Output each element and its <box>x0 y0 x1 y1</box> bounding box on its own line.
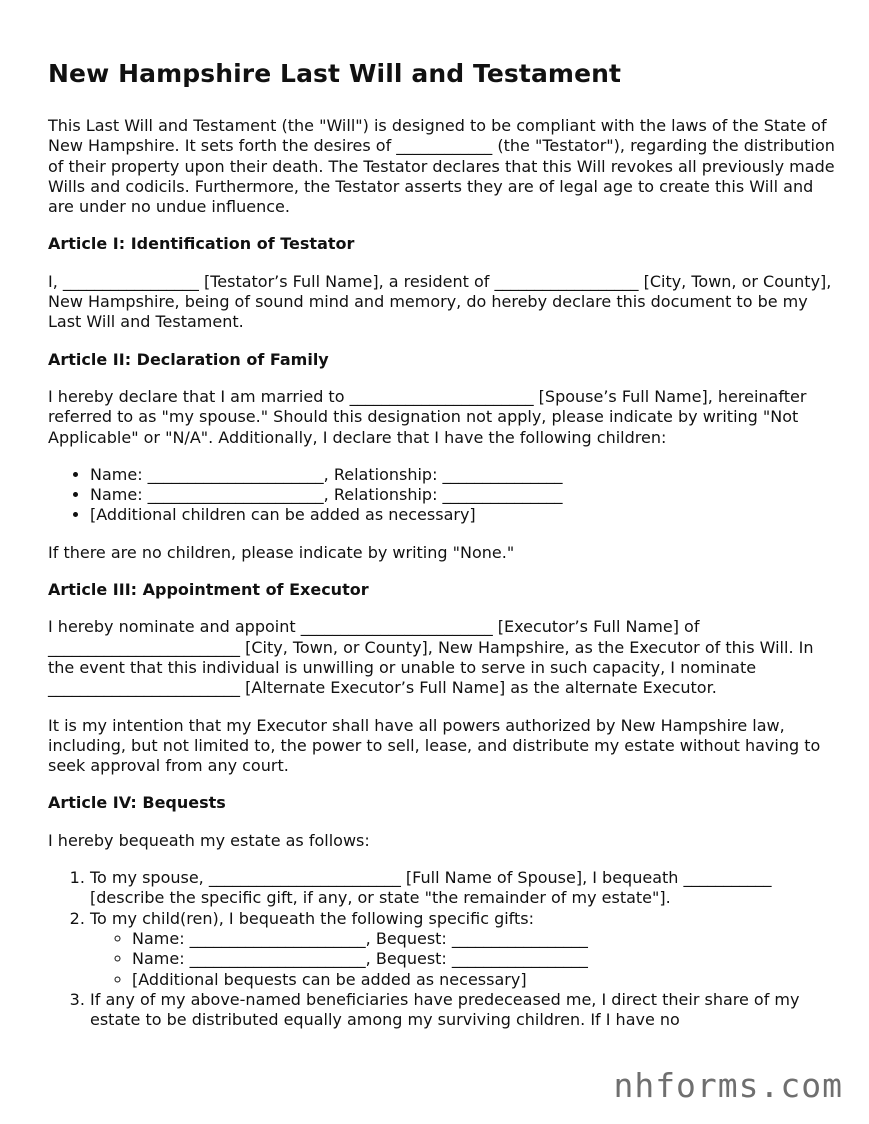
intro-paragraph: This Last Will and Testament (the "Will") is designed to be compliant with the laws of the State of New Hampshire. It sets forth the desires of ____________ (the "Testator"), regarding the distribution of their property upon their death. The Testator declares that this Will revokes all previously made Wills and codicils. Furthermore, the Testator asserts they are of legal age to create this Will and are under no undue influence. <box>48 116 835 217</box>
bequest-item-spouse <box>90 868 838 909</box>
document-title: New Hampshire Last Will and Testament <box>48 59 622 88</box>
article-3-text-2: It is my intention that my Executor shall have all powers authorized by New Hampshire law, including, but not limited to, the power to sell, lease, and distribute my estate without having to seek approval from any court. <box>48 715 821 776</box>
article-4-intro: I hereby bequeath my estate as follows: <box>48 830 370 850</box>
article-2-heading: Article II: Declaration of Family <box>48 349 329 369</box>
document-page <box>48 58 838 1047</box>
bequest-item-children <box>90 909 838 990</box>
child-entry: • Name: ______________________, Relationship: _______________ <box>90 465 838 485</box>
article-2-text: I hereby declare that I am married to _______________________ [Spouse’s Full Name], hereinafter referred to as "my spouse." Should this designation not apply, please indicate by writing "Not Applicable" or "N/A". Additionally, I declare that I have the following children: <box>48 386 807 447</box>
bequests-list <box>48 868 838 1030</box>
gift-entry: ◦ Name: ______________________, Bequest: _________________ <box>132 929 838 949</box>
watermark: nhforms.com <box>613 1066 843 1105</box>
child-entry-additional: • [Additional children can be added as necessary] <box>90 505 838 525</box>
bequest-item-spouse-text: To my spouse, ________________________ [Full Name of Spouse], I bequeath ___________ [describe the specific gift, if any, or state "the remainder of my estate"]. <box>90 868 772 908</box>
article-3-text-1: I hereby nominate and appoint ________________________ [Executor’s Full Name] of ________________________ [City, Town, or County], New Hampshire, as the Executor of this Will. In the event that this individual is unwilling or unable to serve in such capacity, I nominate ________________________ [Alternate Executor’s Full Name] as the alternate Executor. <box>48 617 814 698</box>
article-3-heading: Article III: Appointment of Executor <box>48 580 369 600</box>
bequest-item-predeceased <box>90 990 838 1031</box>
child-entry: • Name: ______________________, Relationship: _______________ <box>90 485 838 505</box>
children-list <box>48 465 838 526</box>
gift-entry: ◦ Name: ______________________, Bequest: _________________ <box>132 949 838 969</box>
bequest-item-predeceased-text: If any of my above-named beneficiaries have predeceased me, I direct their share of my estate to be distributed equally among my surviving children. If I have no <box>90 989 800 1030</box>
bequest-item-children-text: To my child(ren), I bequeath the following specific gifts: <box>90 908 535 928</box>
gifts-list <box>90 929 838 990</box>
no-children-note: If there are no children, please indicate by writing "None." <box>48 542 515 562</box>
gift-entry-additional: ◦ [Additional bequests can be added as necessary] <box>132 970 838 990</box>
article-4-heading: Article IV: Bequests <box>48 793 226 813</box>
article-1-heading: Article I: Identification of Testator <box>48 234 355 254</box>
article-1-text: I, _________________ [Testator’s Full Name], a resident of __________________ [City, Town, or County], New Hampshire, being of sound mind and memory, do hereby declare this document to be my Last Will and Testament. <box>48 271 832 332</box>
